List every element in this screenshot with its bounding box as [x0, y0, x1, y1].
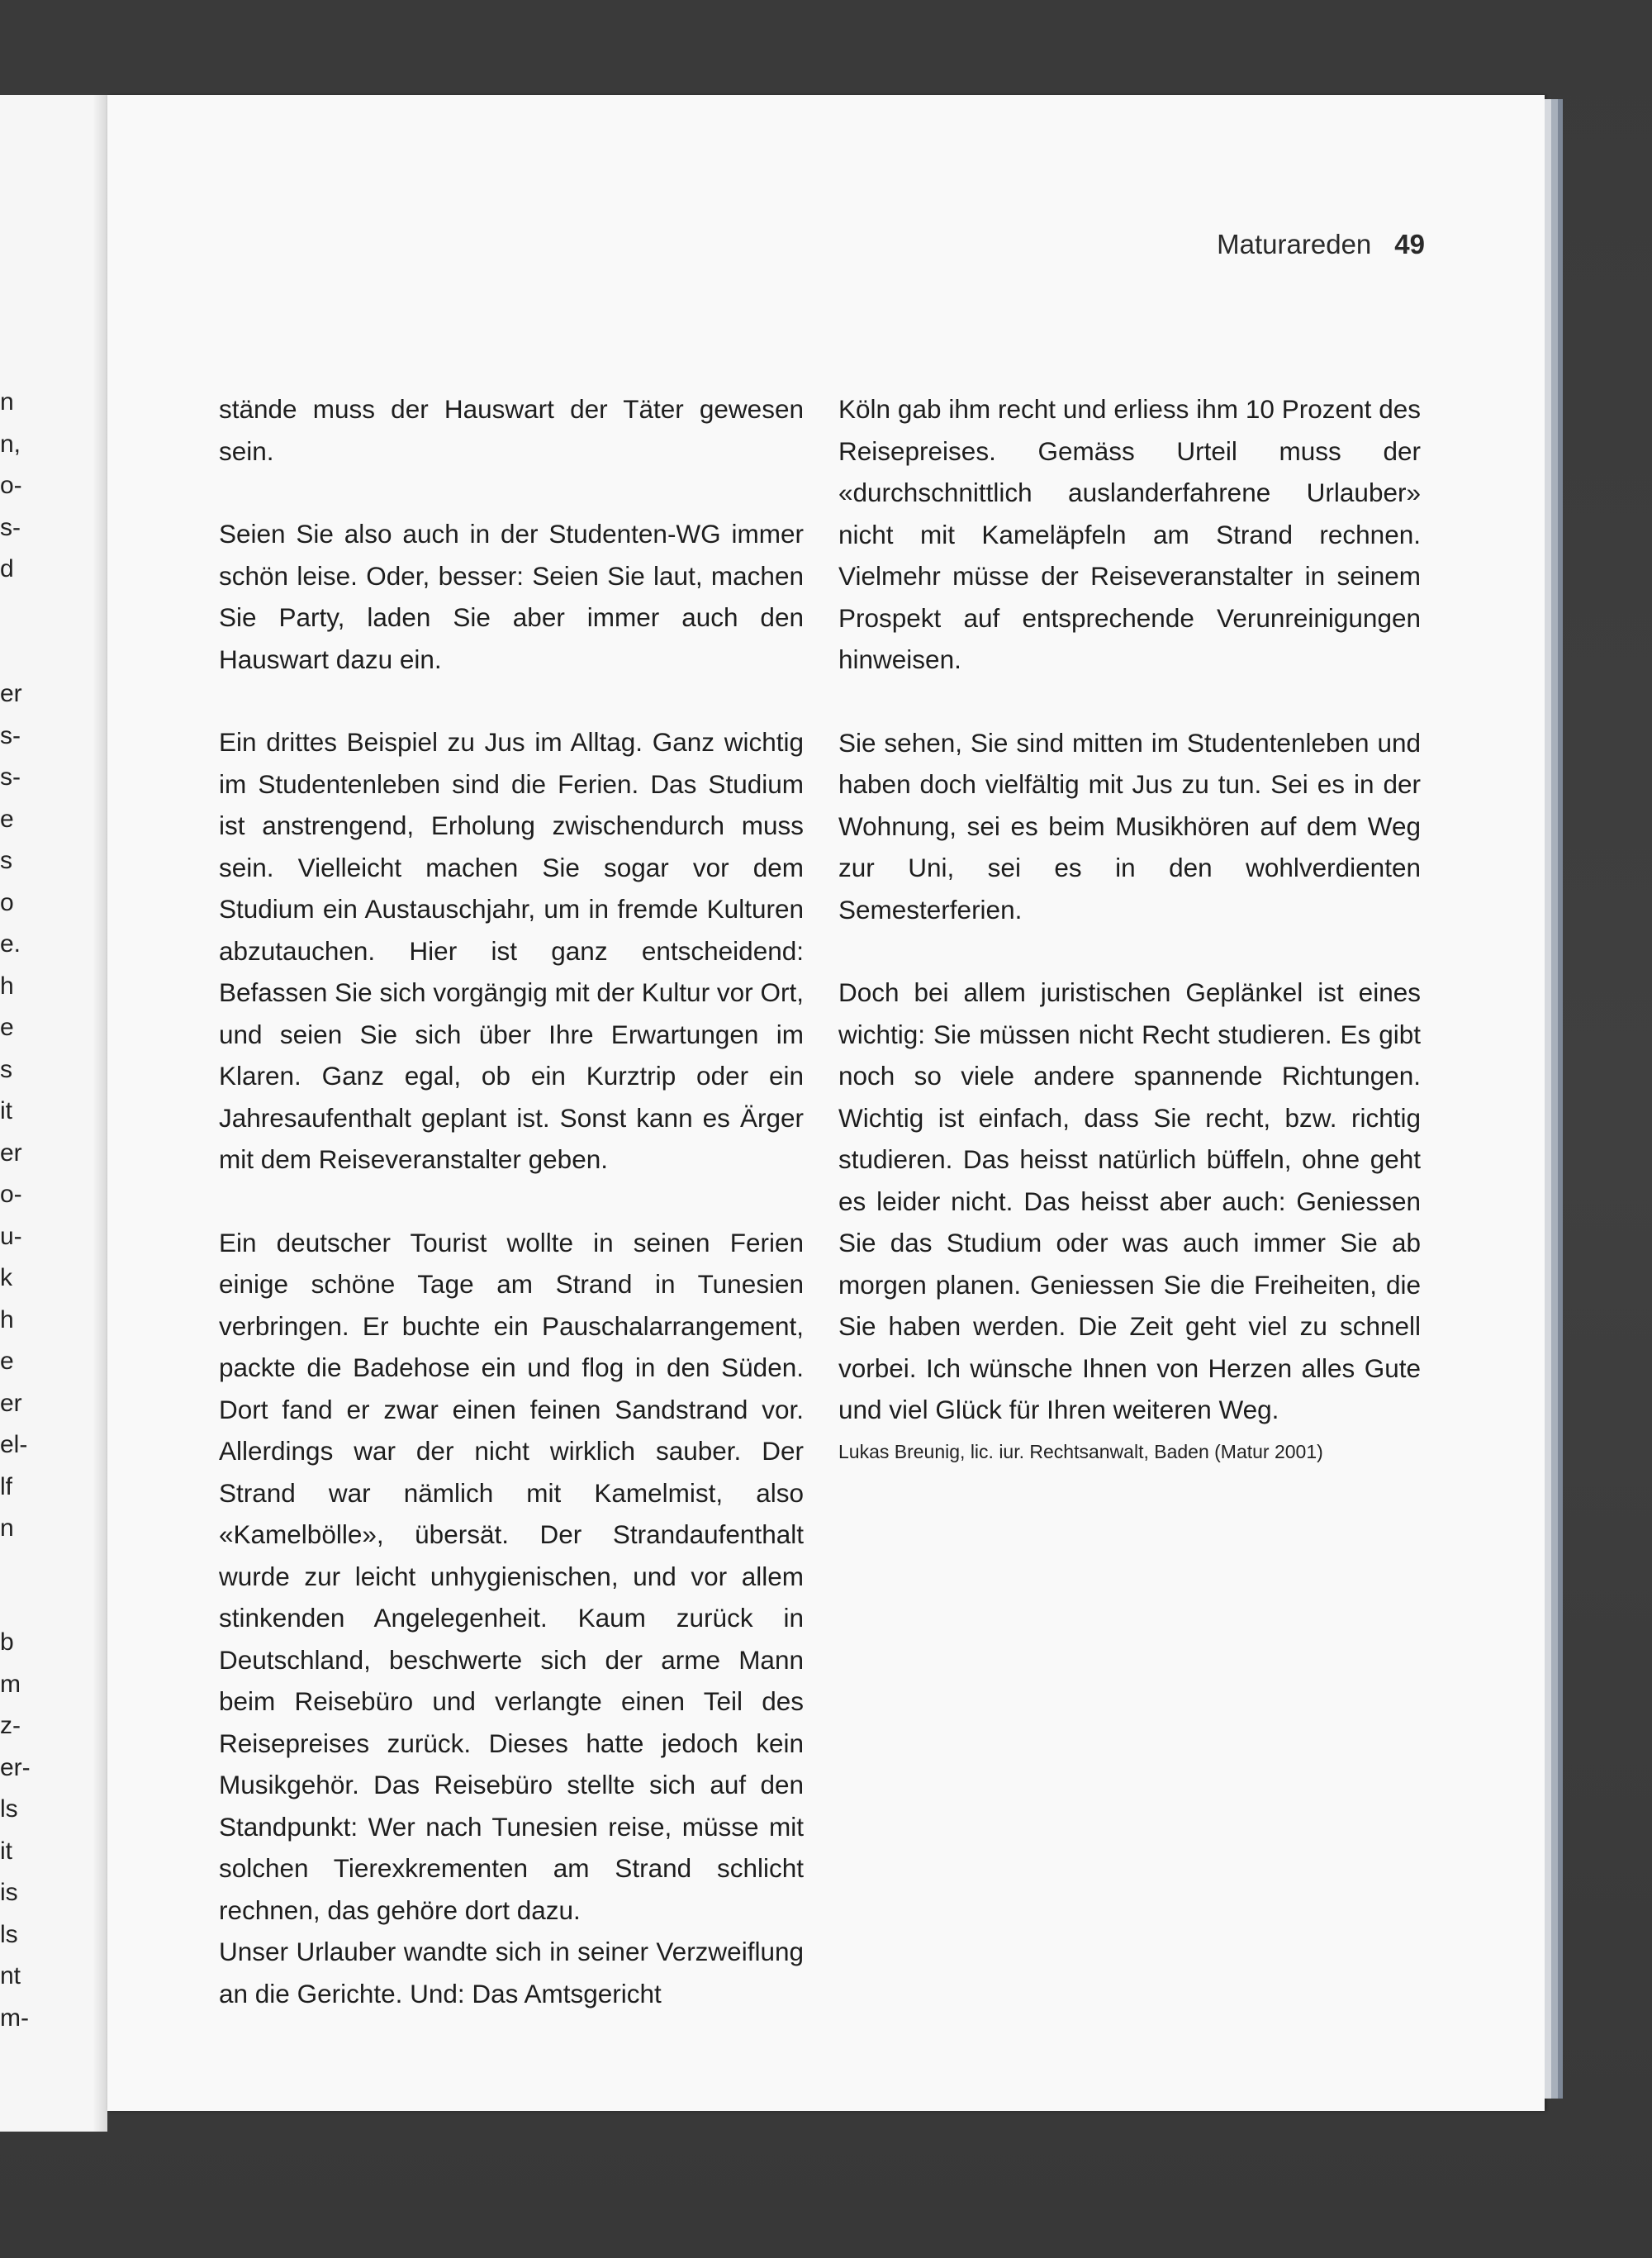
left-page-fragment: n,: [0, 430, 21, 458]
left-page-fragment: ls: [0, 1795, 18, 1823]
left-page-fragment: n: [0, 1514, 14, 1542]
paragraph: stände muss der Hauswart der Täter gewesen sein.: [219, 394, 804, 466]
left-page-fragment: er-: [0, 1753, 31, 1781]
page-stack-edge: [1558, 99, 1563, 2099]
left-page-fragment: er: [0, 680, 22, 707]
left-page-fragment: lf: [0, 1472, 12, 1500]
left-page-fragment: m: [0, 1670, 21, 1698]
article-column-right: [838, 388, 1421, 1464]
left-page-fragment: m-: [0, 2004, 29, 2032]
left-page-fragment: ls: [0, 1920, 18, 1948]
left-page-fragment: h: [0, 1305, 14, 1333]
paragraph: Unser Urlauber wandte sich in seiner Verzweiflung an die Gerichte. Und: Das Amtsgericht: [219, 1937, 804, 2008]
left-page-fragment: s: [0, 847, 12, 874]
left-page-fragment: s-: [0, 763, 21, 791]
paragraph: Sie sehen, Sie sind mitten im Studentenleben und haben doch vielfältig mit Jus zu tun. Sei es in der Wohnung, sei es beim Musikhören auf dem Weg zur Uni, sei es in den wohlverdienten Semesterferien.: [838, 727, 1421, 925]
left-page-fragment: e.: [0, 930, 21, 958]
paragraph: Doch bei allem juristischen Geplänkel ist eines wichtig: Sie müssen nicht Recht studieren. Es gibt noch so viele andere spannende Richtungen. Wichtig ist einfach, dass Sie recht, bzw. richtig studieren. Das heisst natürlich büffeln, ohne geht es leider nicht. Das heisst aber auch: Geniessen Sie das Studium oder was auch immer Sie ab morgen planen. Geniessen Sie die Freiheiten, die Sie haben werden. Die Zeit geht viel zu schnell vorbei. Ich wünsche Ihnen von Herzen alles Gute und viel Glück für Ihren weiteren Weg.: [838, 977, 1421, 1424]
section-title: Maturareden: [1217, 229, 1372, 259]
left-page-fragment: o: [0, 888, 14, 916]
page-stack-edge: [1551, 99, 1558, 2099]
left-page-fragment: e: [0, 805, 14, 833]
left-page-fragment: d: [0, 555, 14, 582]
left-page-fragment: s-: [0, 721, 21, 749]
left-page-fragment: u-: [0, 1222, 22, 1250]
left-page-fragment: er: [0, 1139, 22, 1167]
left-page-fragment: e: [0, 1014, 14, 1041]
left-page-edge: [0, 95, 107, 2132]
left-page-fragment: it: [0, 1097, 12, 1124]
left-page-fragment: h: [0, 972, 14, 1000]
left-page-fragment: n: [0, 388, 14, 416]
left-page-fragment: er: [0, 1389, 22, 1417]
paragraph: Ein drittes Beispiel zu Jus im Alltag. Ganz wichtig im Studentenleben sind die Ferien. Das Studium ist anstrengend, Erholung zwischendurch muss sein. Vielleicht machen Sie sogar vor dem Studium ein Austauschjahr, um in fremde Kulturen abzutauchen. Hier ist ganz entscheidend: Befassen Sie sich vorgängig mit der Kultur vor Ort, und seien Sie sich über Ihre Erwartungen im Klaren. Ganz egal, ob ein Kurztrip oder ein Jahresaufenthalt geplant ist. Sonst kann es Ärger mit dem Reiseveranstalter geben.: [219, 727, 804, 1174]
page-number: 49: [1394, 229, 1425, 259]
paragraph: Ein deutscher Tourist wollte in seinen Ferien einige schöne Tage am Strand in Tunesien verbringen. Er buchte ein Pauschalarrangement, packte die Badehose ein und flog in den Süden. Dort fand er zwar einen feinen Sandstrand vor. Allerdings war der nicht wirklich sauber. Der Strand war nämlich mit Kamelmist, also «Kamelbölle», übersät. Der Strandaufenthalt wurde zur leicht unhygienischen, und vor allem stinkenden Angelegenheit. Kaum zurück in Deutschland, beschwerte sich der arme Mann beim Reisebüro und verlangte einen Teil des Reisepreises zurück. Dieses hatte jedoch kein Musikgehör. Das Reisebüro stellte sich auf den Standpunkt: Wer nach Tunesien reise, müsse mit solchen Tierexkrementen am Strand schlicht rechnen, das gehöre dort dazu.: [219, 1227, 804, 1925]
left-page-fragment: nt: [0, 1962, 21, 1989]
left-page-fragment: el-: [0, 1431, 28, 1458]
author-signature: Lukas Breunig, lic. iur. Rechtsanwalt, Baden (Matur 2001): [838, 1440, 1323, 1462]
left-page-fragment: o-: [0, 1181, 22, 1208]
left-page-fragment: it: [0, 1837, 12, 1865]
left-page-fragment: z-: [0, 1712, 21, 1739]
page-stack-edge: [1545, 99, 1551, 2099]
gutter-shadow: [93, 95, 107, 2132]
running-header: [1217, 229, 1425, 260]
paragraph: Seien Sie also auch in der Studenten-WG immer schön leise. Oder, besser: Seien Sie laut, machen Sie Party, laden Sie aber immer auch den Hauswart dazu ein.: [219, 519, 804, 674]
left-page-fragment: o-: [0, 472, 22, 499]
left-page-fragment: s: [0, 1055, 12, 1083]
left-page-fragment: k: [0, 1264, 12, 1291]
left-page-fragment: e: [0, 1348, 14, 1375]
left-page-fragment: s-: [0, 513, 21, 541]
left-page-fragment: is: [0, 1879, 18, 1906]
left-page-fragment: b: [0, 1628, 14, 1656]
article-column-left: [219, 388, 804, 2014]
paragraph: Köln gab ihm recht und erliess ihm 10 Prozent des Reisepreises. Gemäss Urteil muss der «durchschnittlich auslanderfahrene Urlauber» nicht mit Kameläpfeln am Strand rechnen. Vielmehr müsse der Reiseveranstalter in seinem Prospekt auf entsprechende Verunreinigungen hinweisen.: [838, 394, 1421, 674]
